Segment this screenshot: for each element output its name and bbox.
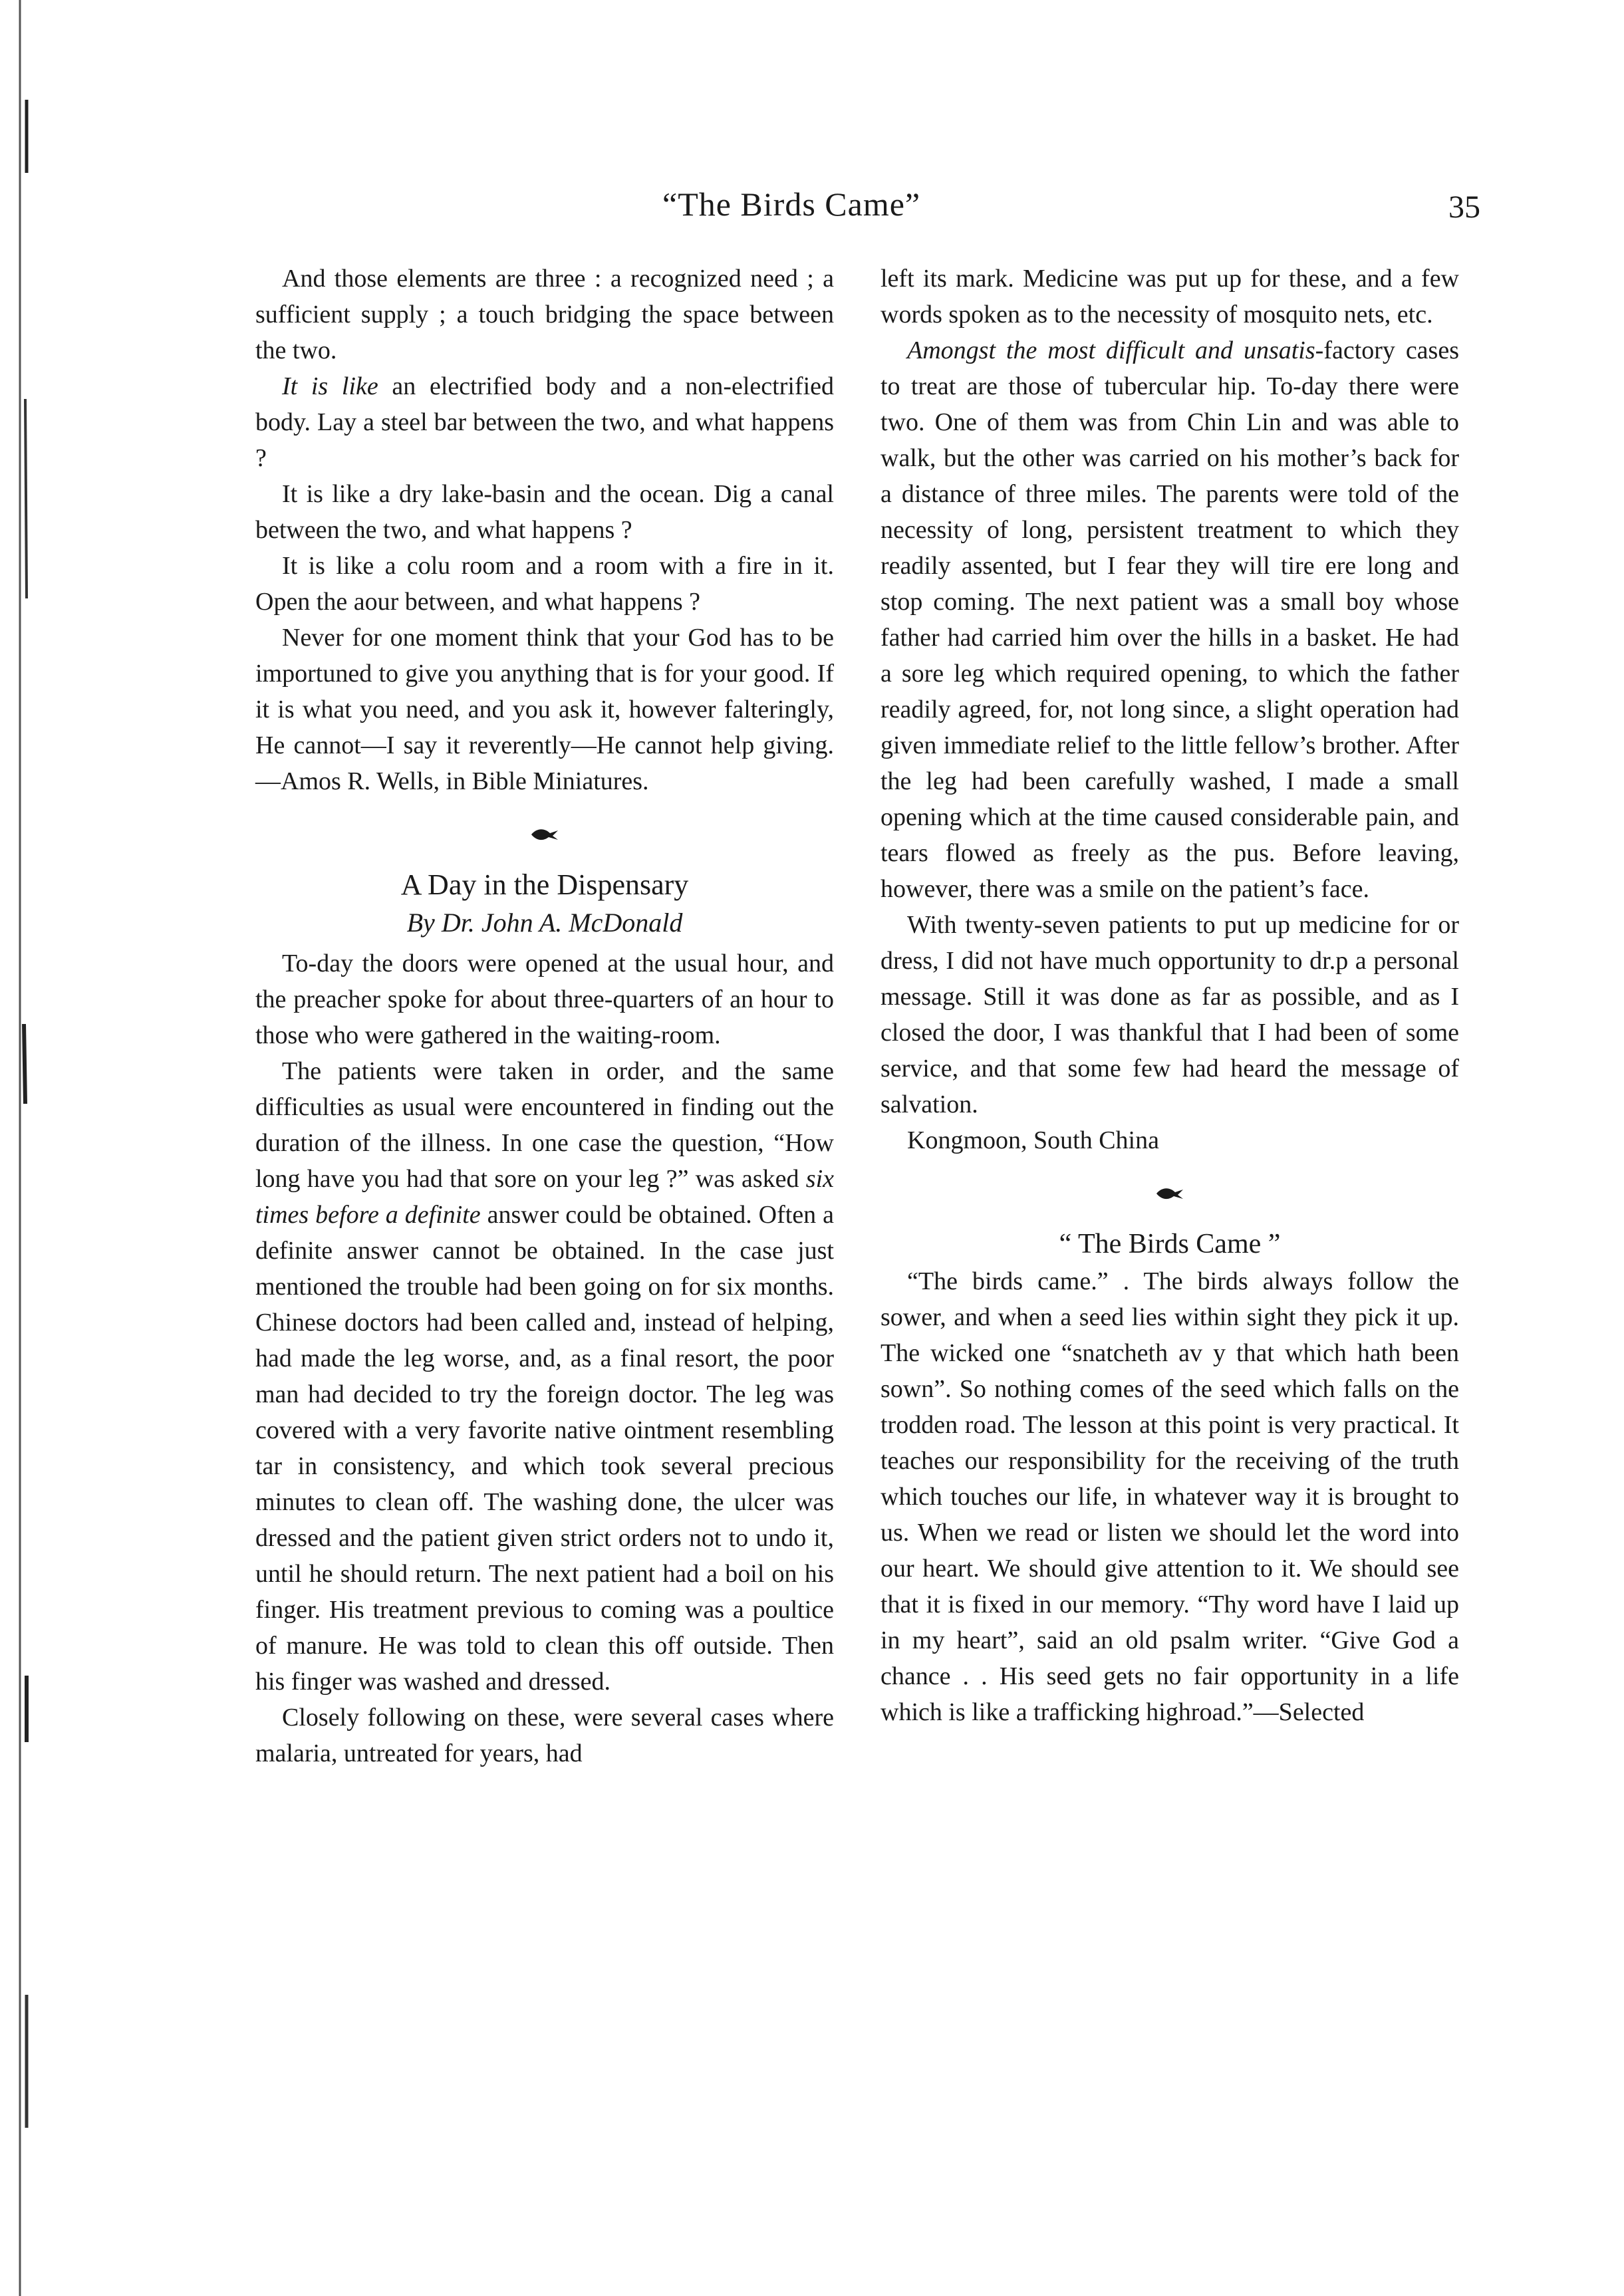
leaf-ornament-icon: [530, 827, 559, 842]
paragraph: To-day the doors were opened at the usual hour, and the preacher spoke for about three-quarters of an hour to those who were gathered in the waiting-room.: [255, 950, 834, 1049]
binding-edge-marks: [0, 0, 63, 2296]
article-title: A Day in the Dispensary: [400, 868, 689, 901]
paragraph: And those elements are three : a recognized need ; a sufficient supply ; a touch bridging the space between the two.: [255, 265, 834, 364]
dateline: Kongmoon, South China: [907, 1126, 1159, 1154]
article-byline: By Dr. John A. McDonald: [406, 908, 683, 938]
paragraph: left its mark. Medicine was put up for these, and a few words spoken as to the necessity of mosquito nets, etc.: [880, 265, 1459, 328]
right-column: [880, 261, 1459, 1730]
italic-text: six times before a definite: [255, 1165, 834, 1229]
section-title: “ The Birds Came ”: [1059, 1229, 1281, 1259]
paragraph: [255, 1053, 834, 1700]
running-title: “The Birds Came”: [662, 186, 921, 223]
paragraph: It is like a colu room and a room with a fire in it. Open the aour between, and what happens ?: [255, 552, 834, 616]
leaf-ornament-icon: [1155, 1186, 1184, 1202]
paragraph: With twenty-seven patients to put up medicine for or dress, I did not have much opportunity to dr.p a personal message. Still it was done as far as possible, and as I closed the door, I was thankful that I had been of some service, and that some few had heard the message of salvation.: [880, 911, 1459, 1118]
page-number: 35: [1448, 190, 1480, 225]
section-divider: [880, 1158, 1459, 1225]
left-column: [255, 261, 834, 1771]
paragraph: “The birds came.” . The birds always follow the sower, and when a seed lies within sight they pick it up. The wicked one “snatcheth av y that which hath been sown”. So nothing comes of the seed which falls on the trodden road. The lesson at this point is very practical. It teaches our responsibility for the receiving of the truth which touches our life, in whatever way it is brought to us. When we read or listen we should let the word into our heart. We should give attention to it. We should see that it is fixed in our memory. “Thy word have I laid up in my heart”, said an old psalm writer. “Give God a chance . . His seed gets no fair opportunity in a life which is like a trafficking highroad.”—Selected: [880, 1267, 1459, 1726]
italic-text: Amongst the most difficult and unsatis-: [907, 336, 1324, 364]
paragraph-text: factory cases to treat are those of tubercular hip. To-day there were two. One of them was from Chin Lin and was able to walk, but the other was carried on his mother’s back for a distance of three miles. The parents were told of the necessity of long, persistent treatment to which they readily assented, but I fear they will tire ere long and stop coming. The next patient was a small boy whose father had carried him over the hills in a basket. He had a sore leg which required opening, to which the father readily agreed, for, not long since, a slight operation had given immediate relief to the little fellow’s brother. After the leg had been carefully washed, I made a small opening which at the time caused considerable pain, and tears flowed as freely as the pus. Before leaving, however, there was a smile on the patient’s face.: [880, 336, 1459, 903]
paragraph-text: an electrified body and a non-electrified body. Lay a steel bar between the two, and what happens ?: [255, 372, 835, 472]
italic-text: It is like: [282, 372, 378, 400]
paragraph: It is like a dry lake-basin and the ocean. Dig a canal between the two, and what happens ?: [255, 480, 834, 544]
section-divider: [255, 799, 834, 866]
paragraph: Closely following on these, were several cases where malaria, untreated for years, had: [255, 1704, 834, 1767]
paragraph: [255, 368, 834, 476]
paragraph: Never for one moment think that your God has to be importuned to give you anything that is for your good. If it is what you need, and you ask it, however falteringly, He cannot—I say it reverently—He cannot help giving.—Amos R. Wells, in Bible Miniatures.: [255, 624, 834, 795]
paragraph-text: The patients were taken in order, and the same difficulties as usual were encountered in finding out the duration of the illness. In one case the question, “How long have you had that sore on your leg ?” was asked: [255, 1057, 834, 1193]
paragraph-text: answer could be obtained. Often a definite answer cannot be obtained. In the case just mentioned the trouble had been going on for six months. Chinese doctors had been called and, instead of helping, had made the leg worse, and, as a final resort, the poor man had decided to try the foreign doctor. The leg was covered with a very favorite native ointment resembling tar in consistency, and which took several precious minutes to clean off. The washing done, the ulcer was dressed and the patient given strict orders not to undo it, until he should return. The next patient had a boil on his finger. His treatment previous to coming was a poultice of manure. He was told to clean this off outside. Then his finger was washed and dressed.: [255, 1201, 834, 1696]
paragraph: [880, 332, 1459, 907]
